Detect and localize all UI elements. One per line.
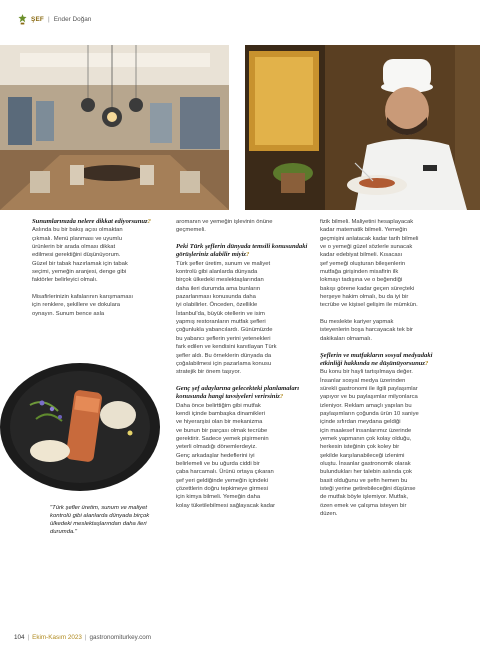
- body-line: yeterli olmadığı dönemlerdeyiz.: [176, 444, 257, 451]
- section-label: ŞEF: [31, 15, 45, 23]
- body-line: şefler aldı. Bu örneklerin dünyada da: [176, 352, 272, 359]
- body-line: pazarlanması konusunda daha: [176, 294, 256, 301]
- body-line: oluştu. İnsanlar gastronomik olarak: [320, 460, 411, 467]
- chef-portrait-photo: [245, 45, 480, 210]
- question-mark: ?: [279, 393, 284, 401]
- body-line: stratejik bir önem taşıyor.: [176, 369, 241, 376]
- issue-date: Ekim-Kasım 2023: [32, 634, 82, 641]
- body-line: paylaşımların çoğunda ürün 10 saniye: [320, 410, 419, 417]
- body-line: kontrolü gibi alanlarda dünyada: [176, 269, 258, 276]
- body-line: herkesin isteğinin çok koley bir: [320, 444, 400, 451]
- body-line: yapıyor ve bu paylaşımlar milyonlarca: [320, 394, 418, 401]
- body-line: seçimi, yemeğin aranjesi, denge gibi: [32, 269, 127, 276]
- body-line: faktörler belirleyici olmalı.: [32, 277, 98, 284]
- body-line: şef yeri geldiğinde yemeğin içindeki: [176, 477, 268, 484]
- question-mark: ?: [245, 251, 250, 259]
- body-line: ve o yemeği güzel sözlerle sunacak: [320, 244, 413, 251]
- body-line: Genç arkadaşlar hedeflerini iyi: [176, 452, 255, 459]
- body-line: iyi olabilirler. Önceden, özellikle: [176, 302, 258, 309]
- body-line: düzen.: [320, 511, 338, 518]
- body-line: yapmış restoranların mutfak şefleri: [176, 319, 266, 326]
- body-line: mutfağa girişinden misafirin ilk: [320, 269, 399, 276]
- body-line: gerektirir. Sadece yemek pişirmenin: [176, 435, 269, 442]
- body-line: Bu konu bir hayli tartışılmaya değer.: [320, 369, 413, 376]
- body-line: çoğunlukla yabancılardı. Günümüzde: [176, 327, 273, 334]
- body-line: Aslında bu bir bakış açısı olmaktan: [32, 227, 123, 234]
- question-mark: ?: [147, 218, 151, 225]
- body-line: izleniyor. Reklam amaçlı yapılan bu: [320, 402, 412, 409]
- body-line: içinde sıfırdan meydana geldiği: [320, 419, 401, 426]
- author-name: Ender Doğan: [53, 15, 92, 23]
- body-line: İnsanlar sosyal medya üzerinden: [320, 377, 406, 384]
- body-line: kolay tüketilebilmesi sağlayacak kadar: [176, 502, 276, 509]
- body-line: lokmayı tadışına ve o beğendiği: [320, 277, 403, 284]
- body-line: yemek yapmanın çok kolay olduğu,: [320, 435, 412, 442]
- body-line: çaba harcamalı. Ürünü ortaya çıkaran: [176, 469, 274, 476]
- body-line: çözettlerin doğru tepkimeye girmesi: [176, 486, 268, 492]
- body-line: belirlemeli ve bu uğurda ciddi bir: [176, 460, 260, 467]
- question-heading-text: Genç şef adaylarına gelecekteki planlamaları konusunda hangi tavsiyeleri verirsiniz: [176, 384, 300, 401]
- body-line: kadar edebiyat bilmeli. Kısacası: [320, 252, 403, 259]
- body-line: kendi içinde bambaşka dinamikleri: [176, 410, 266, 417]
- body-line: aromanın ve yemeğin işlevinin önüne: [176, 219, 273, 225]
- pull-quote: "Türk şefler üretim, sunum ve maliyet kontrolü gibi alanlarda dünyada birçok ülkedeki meslektaşlarından daha ileri durumda.": [50, 505, 150, 535]
- body-line: İstanbul'da, büyük otellerin ve isim: [176, 310, 265, 317]
- body-line: şekilde karşılanabileceği izlenimi: [320, 452, 405, 459]
- body-line: için kimya bilmeli. Yemeğin daha: [176, 494, 261, 501]
- body-line: geçmemeli.: [176, 227, 206, 234]
- header-separator: |: [48, 15, 50, 23]
- body-line: kadar matematik bilmeli. Yemeğin: [320, 227, 408, 234]
- question-heading-text: Sunumlarınızda nelere dikkat ediyorsunuz: [32, 218, 148, 225]
- body-line: oynayın. Sunum bence asla: [32, 310, 105, 317]
- body-line: tecrübe ve kişisel gelişim ile mümkün.: [320, 302, 418, 309]
- body-line: bakışı görene kadar geçen süreçteki: [320, 285, 415, 292]
- question-heading-text: Şeflerin ve mutfakların sosyal medyadaki etkinliği hakkında ne düşünüyorsunuz: [320, 351, 433, 367]
- body-line: Türk şefler üretim, sunum ve maliyet: [176, 260, 271, 267]
- body-line: Güzel bir tabak hazırlamak için tabak: [32, 260, 128, 267]
- question-mark: ?: [425, 359, 429, 367]
- footer-separator: |: [27, 634, 30, 641]
- text-column-2: [176, 218, 308, 510]
- body-line: isteyenlerin boşa harcayacak tek bir: [320, 327, 413, 334]
- body-line: sürekli gastronomi ile ilgili paylaşımlar: [320, 385, 418, 392]
- body-line: ürünlerin bir arada olması dikkat: [32, 244, 116, 251]
- body-line: de mutfak böyle işlemiyor. Mutfak,: [320, 494, 409, 501]
- question-heading-text: Peki Türk şeflerin dünyada temsili konusundaki görüşleriniz alabilir miyiz: [176, 243, 308, 259]
- body-line: daha ileri durumda ama bunların: [176, 285, 261, 292]
- body-line: fark edilen ve kendisini kanıtlayan Türk: [176, 344, 277, 351]
- body-line: özen emek ve çalışma isteyen bir: [320, 502, 407, 509]
- question-heading: [32, 218, 164, 226]
- restaurant-interior-photo: [0, 45, 229, 210]
- question-heading: [176, 385, 308, 402]
- chef-hat-logo-icon: [18, 14, 27, 25]
- website-url: gastronomiturkey.com: [89, 634, 151, 641]
- body-line: geçmişini anlatacak kadar tarih bilmeli: [320, 235, 419, 242]
- text-column-1: [32, 218, 164, 318]
- body-line: bulundukları her talebin aslında çok: [320, 469, 412, 476]
- body-line: fizik bilmeli. Maliyetini hesaplayacak: [320, 219, 414, 225]
- page-footer: [14, 634, 151, 641]
- body-line: Daha önce belirttiğim gibi mutfak: [176, 402, 261, 409]
- page-number: 104: [14, 634, 25, 641]
- body-line: için renklere, şekillere ve dokulara: [32, 302, 121, 309]
- body-line: çoğalabilmesi için pazarlama konusu: [176, 360, 272, 367]
- text-column-3: [320, 218, 450, 518]
- body-line: edilmesi gerektiğini düşünüyorum.: [32, 252, 121, 259]
- body-line: dakikaları olmamalı.: [320, 335, 372, 342]
- question-heading: [176, 243, 308, 260]
- body-line: isteği yerine getirebileceğini düşünse: [320, 486, 416, 492]
- body-line: Misafirlerinizin kafalarının karışmaması: [32, 294, 133, 301]
- body-line: çıkmalı. Menü planması ve uyumlu: [32, 235, 122, 242]
- body-line: için maalesef insanlarımız üzerinde: [320, 427, 412, 434]
- body-line: Bu meslekte kariyer yapmak: [320, 319, 394, 326]
- body-line: ve bunun bir parçası olmak tecrübe: [176, 427, 268, 434]
- question-heading: [320, 352, 450, 369]
- plated-dish-photo: [0, 363, 160, 491]
- body-line: ve hiyerarşisi olan bir mekanizma: [176, 419, 263, 426]
- footer-separator: |: [84, 634, 87, 641]
- body-line: birçok ülkedeki meslektaşlarından: [176, 277, 264, 284]
- body-line: herşeye hakim olmalı, bu da iyi bir: [320, 294, 409, 301]
- running-header: [18, 12, 91, 26]
- body-line: şef yemeği oluşturan bileşenlerin: [320, 260, 406, 267]
- body-line: basit olduğunu ve şefin hemen bu: [320, 477, 408, 484]
- body-line: bu yabancı şeflerin yerini yetenekleri: [176, 335, 271, 342]
